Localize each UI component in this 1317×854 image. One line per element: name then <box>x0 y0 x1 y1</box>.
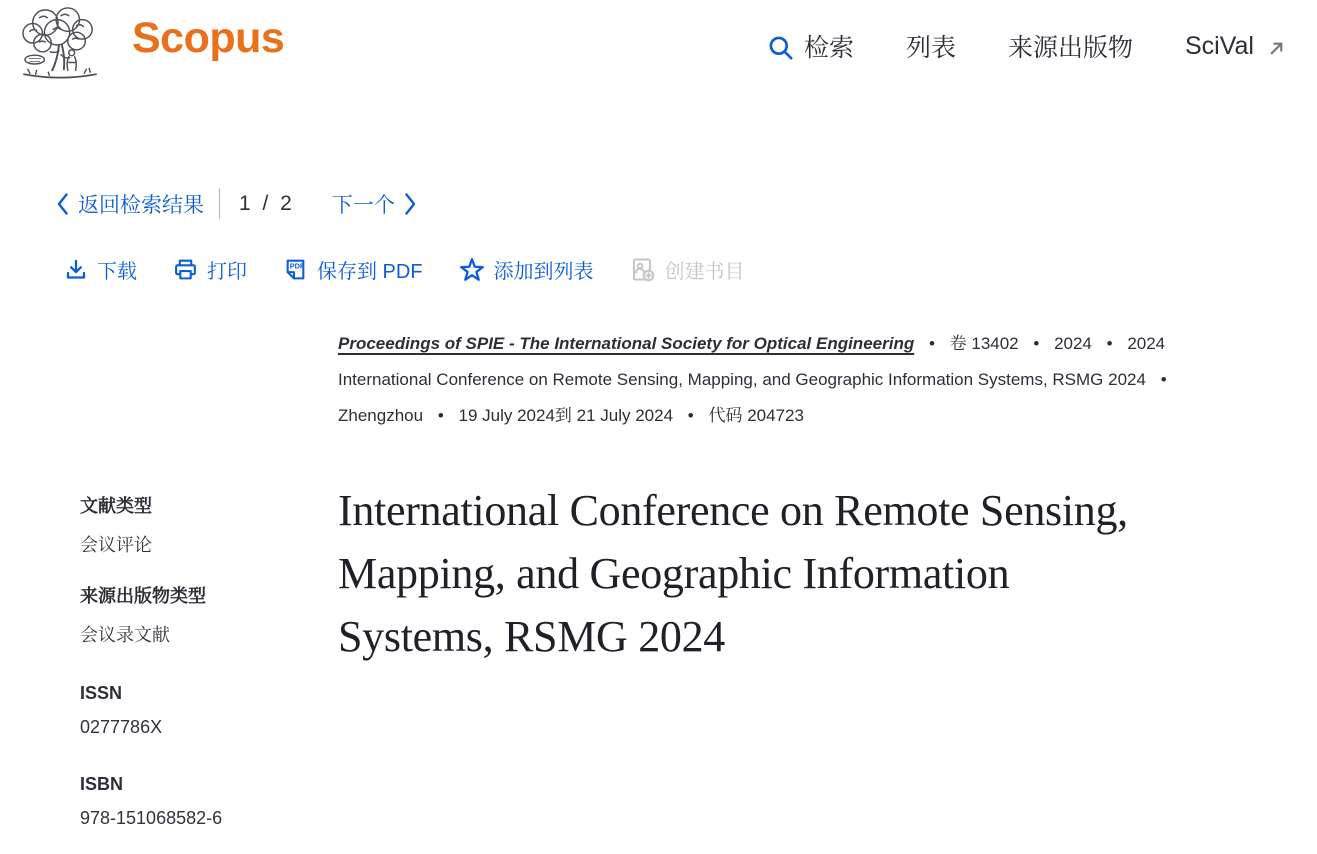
result-position: 1 / 2 <box>239 191 295 215</box>
search-icon <box>767 34 794 61</box>
print-label: 打印 <box>207 261 247 283</box>
issn-label: ISSN <box>80 683 123 703</box>
scopus-brand[interactable] <box>16 6 284 82</box>
create-bibliography-label: 创建书目 <box>664 261 745 283</box>
brand-name[interactable]: Scopus <box>132 13 285 62</box>
nav-search[interactable] <box>767 28 854 64</box>
metadata-sidebar <box>0 326 338 854</box>
page-title-line: Mapping, and Geographic Information <box>338 549 1010 598</box>
nav-search-label: 检索 <box>803 34 854 62</box>
back-to-results-link[interactable] <box>57 189 204 219</box>
top-header <box>0 0 1317 92</box>
document-type-group <box>80 492 338 557</box>
page-title <box>338 479 1258 668</box>
bullet-separator: • <box>1033 334 1040 353</box>
save-pdf-icon <box>283 257 308 282</box>
results-nav <box>57 188 1317 219</box>
external-link-icon <box>1268 40 1285 57</box>
source-year: 2024 <box>1054 334 1092 353</box>
source-type-group <box>80 582 338 647</box>
nav-scival[interactable] <box>1185 32 1285 61</box>
bullet-separator: • <box>1160 370 1167 389</box>
next-result-label: 下一个 <box>331 193 395 217</box>
source-title-link[interactable]: Proceedings of SPIE - The International Society for Optical Engineering <box>338 334 915 353</box>
issn-value: 0277786X <box>80 717 163 737</box>
nav-lists-label: 列表 <box>905 34 956 62</box>
bullet-separator: • <box>1106 334 1113 353</box>
download-icon <box>64 258 88 282</box>
save-to-pdf-button[interactable] <box>283 255 423 284</box>
isbn-label: ISBN <box>80 774 124 794</box>
nav-sources[interactable] <box>1008 28 1133 64</box>
conference-code: 代码 204723 <box>708 406 804 425</box>
create-bibliography-button[interactable] <box>630 255 745 284</box>
document-toolbar <box>64 255 1317 284</box>
bullet-separator: • <box>437 406 444 425</box>
isbn-value: 978-151068582-6 <box>80 808 223 828</box>
print-button[interactable] <box>173 255 247 284</box>
main-column <box>338 326 1258 854</box>
nav-sources-label: 来源出版物 <box>1007 34 1133 62</box>
content-area <box>0 326 1317 854</box>
page-title-line: Systems, RSMG 2024 <box>338 612 726 661</box>
add-to-list-label: 添加到列表 <box>493 261 594 283</box>
elsevier-tree-logo <box>16 6 104 82</box>
divider <box>219 188 220 219</box>
chevron-right-icon <box>404 193 416 215</box>
main-nav <box>767 28 1285 64</box>
document-type-label: 文献类型 <box>80 496 152 516</box>
download-label: 下载 <box>97 261 137 283</box>
conference-dates: 19 July 2024到 21 July 2024 <box>458 406 674 425</box>
create-bibliography-icon <box>630 257 656 283</box>
back-to-results-label: 返回检索结果 <box>78 193 204 217</box>
source-type-label: 来源出版物类型 <box>80 586 206 606</box>
download-button[interactable] <box>64 255 137 284</box>
document-type-value: 会议评论 <box>80 535 152 555</box>
star-icon <box>459 257 485 283</box>
next-result-link[interactable] <box>332 189 416 219</box>
svg-text:PDF: PDF <box>289 261 305 271</box>
print-icon <box>173 257 198 282</box>
save-to-pdf-label: 保存到 PDF <box>317 261 423 283</box>
bullet-separator: • <box>687 406 694 425</box>
add-to-list-button[interactable] <box>459 255 594 284</box>
conference-location: Zhengzhou <box>338 406 424 425</box>
source-type-value: 会议录文献 <box>80 625 170 645</box>
source-volume: 卷 13402 <box>949 334 1019 353</box>
page-title-line: International Conference on Remote Sensing, <box>338 486 1128 535</box>
chevron-left-icon <box>57 193 69 215</box>
conference-name: 2024 International Conference on Remote Sensing, Mapping, and Geographic Information Systems, RSMG 2024 <box>338 334 1166 389</box>
nav-lists[interactable] <box>906 28 956 64</box>
isbn-group <box>80 774 338 829</box>
nav-scival-label: SciVal <box>1184 31 1254 60</box>
bullet-separator: • <box>928 334 935 353</box>
source-info <box>338 326 1243 434</box>
issn-group <box>80 683 338 738</box>
